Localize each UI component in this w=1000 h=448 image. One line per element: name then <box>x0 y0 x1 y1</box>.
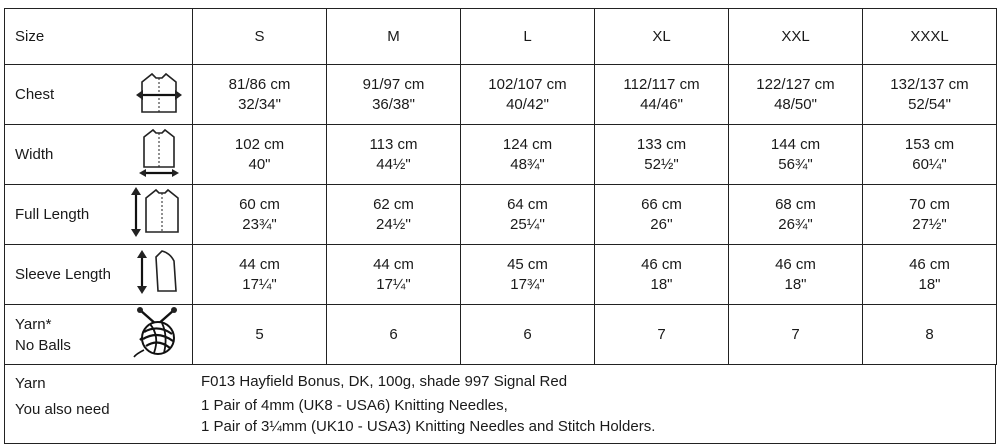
needles-line-1: 1 Pair of 4mm (UK8 - USA6) Knitting Needles, <box>201 397 508 414</box>
chest-label-cell <box>5 65 193 125</box>
yarn-balls-xxl: 7 <box>729 305 863 365</box>
full-length-xxl: 68 cm 26¾" <box>729 185 863 245</box>
materials-notes <box>4 365 996 444</box>
full-length-xl: 66 cm 26'' <box>595 185 729 245</box>
width-s: 102 cm 40" <box>193 125 327 185</box>
yarn-ball-needles-icon <box>130 306 184 364</box>
sleeve-length-xxl: 46 cm 18" <box>729 245 863 305</box>
width-xxxl: 153 cm 60¼" <box>863 125 997 185</box>
full-length-m: 62 cm 24½'' <box>327 185 461 245</box>
yarn-balls-label-cell <box>5 305 193 365</box>
yarn-balls-s: 5 <box>193 305 327 365</box>
full-length-label-cell <box>5 185 193 245</box>
no-balls-label: No Balls <box>15 336 71 354</box>
yarn-balls-xl: 7 <box>595 305 729 365</box>
size-xxl: XXL <box>729 9 863 65</box>
chest-row <box>5 65 997 125</box>
chest-m: 91/97 cm 36/38" <box>327 65 461 125</box>
yarn-balls-l: 6 <box>461 305 595 365</box>
size-l: L <box>461 9 595 65</box>
chest-s: 81/86 cm 32/34" <box>193 65 327 125</box>
sleeve-length-s: 44 cm 17¼" <box>193 245 327 305</box>
yarn-balls-xxxl: 8 <box>863 305 997 365</box>
size-xxxl: XXXL <box>863 9 997 65</box>
sleeve-length-xxxl: 46 cm 18" <box>863 245 997 305</box>
materials-text <box>201 371 655 437</box>
size-xl: XL <box>595 9 729 65</box>
full-length-label: Full Length <box>15 205 90 223</box>
size-s: S <box>193 9 327 65</box>
yarn-spec: F013 Hayfield Bonus, DK, 100g, shade 997 Signal Red <box>201 373 568 390</box>
header-row <box>5 9 997 65</box>
materials-labels <box>15 371 185 423</box>
yarn-balls-row <box>5 305 997 365</box>
full-length-row <box>5 185 997 245</box>
chest-xl: 112/117 cm 44/46" <box>595 65 729 125</box>
width-m: 113 cm 44½" <box>327 125 461 185</box>
yarn-balls-m: 6 <box>327 305 461 365</box>
full-length-measurement-icon <box>128 186 184 244</box>
yarn-note-label: Yarn <box>15 375 46 392</box>
width-l: 124 cm 48¾" <box>461 125 595 185</box>
chest-measurement-icon <box>134 68 184 122</box>
width-label: Width <box>15 145 54 163</box>
width-measurement-icon <box>134 127 184 183</box>
full-length-s: 60 cm 23¾" <box>193 185 327 245</box>
sleeve-length-xl: 46 cm 18" <box>595 245 729 305</box>
chest-label: Chest <box>15 85 55 103</box>
size-chart <box>4 8 996 442</box>
sleeve-length-measurement-icon <box>134 247 184 303</box>
full-length-l: 64 cm 25¼'' <box>461 185 595 245</box>
sleeve-length-m: 44 cm 17¼" <box>327 245 461 305</box>
size-m: M <box>327 9 461 65</box>
full-length-xxxl: 70 cm 27½" <box>863 185 997 245</box>
sleeve-length-label: Sleeve Length <box>15 265 111 283</box>
sleeve-length-label-cell <box>5 245 193 305</box>
chest-xxl: 122/127 cm 48/50" <box>729 65 863 125</box>
width-xl: 133 cm 52½" <box>595 125 729 185</box>
width-label-cell <box>5 125 193 185</box>
needles-line-2: 1 Pair of 3¼mm (UK10 - USA3) Knitting Needles and Stitch Holders. <box>201 418 656 435</box>
chest-xxxl: 132/137 cm 52/54" <box>863 65 997 125</box>
sleeve-length-row <box>5 245 997 305</box>
size-table <box>4 8 997 365</box>
sleeve-length-l: 45 cm 17¾" <box>461 245 595 305</box>
also-need-label: You also need <box>15 401 110 418</box>
chest-l: 102/107 cm 40/42" <box>461 65 595 125</box>
size-label: Size <box>5 9 193 65</box>
width-xxl: 144 cm 56¾" <box>729 125 863 185</box>
yarn-label: Yarn* <box>15 315 52 333</box>
width-row <box>5 125 997 185</box>
